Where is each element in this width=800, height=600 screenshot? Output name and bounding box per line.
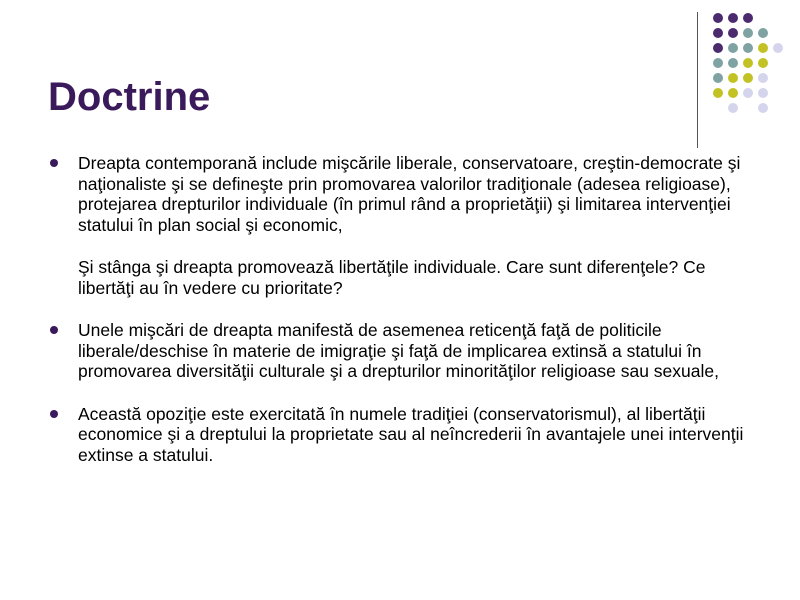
decorative-dot <box>758 103 768 113</box>
decorative-dot <box>743 73 753 83</box>
bullet-item <box>48 320 748 382</box>
decorative-dot <box>758 58 768 68</box>
decorative-dot <box>758 43 768 53</box>
decorative-dot <box>743 88 753 98</box>
decorative-dot <box>728 28 738 38</box>
decorative-dot <box>773 43 783 53</box>
decorative-dot <box>728 43 738 53</box>
decorative-dot <box>713 13 723 23</box>
slide-content <box>48 153 748 465</box>
decorative-dot <box>728 13 738 23</box>
decorative-dot <box>758 88 768 98</box>
bullet-dot-icon <box>50 159 58 167</box>
bullet-text: Această opoziţie este exercitată în numele tradiţiei (conservatorismul), al libertăţii economice şi a dreptului la proprietate sau al neîncrederii în avantajele unei intervenţii extinse a statului. <box>78 403 744 465</box>
bullet-dot-icon <box>50 410 58 418</box>
decorative-dot <box>758 28 768 38</box>
decorative-dot <box>743 43 753 53</box>
decorative-dot <box>713 28 723 38</box>
decorative-dot <box>713 58 723 68</box>
bullet-item <box>48 404 748 466</box>
decorative-dot <box>758 73 768 83</box>
paragraph-text: Şi stânga şi dreapta promovează libertăţile individuale. Care sunt diferenţele? Ce libertăţi au în vedere cu prioritate? <box>78 257 706 298</box>
vertical-divider <box>697 12 698 148</box>
decorative-dot <box>743 58 753 68</box>
bullet-text: Dreapta contemporană include mişcările liberale, conservatoare, creştin-democrate şi naţionaliste şi se defineşte prin promovarea valorilor tradiţionale (adesea religioase), protejarea drepturilor individuale (în primul rând a proprietăţii) şi limitarea intervenţiei statului în plan social şi economic, <box>78 153 741 235</box>
decorative-dot <box>728 103 738 113</box>
decorative-dot <box>713 88 723 98</box>
decorative-dot <box>728 58 738 68</box>
decorative-dot <box>713 43 723 53</box>
bullet-text: Unele mişcări de dreapta manifestă de asemenea reticenţă faţă de politicile liberale/deschise în materie de imigraţie şi faţă de implicarea extinsă a statului în promovarea diversităţii culturale şi a drepturilor minorităţilor religioase sau sexuale, <box>78 320 719 381</box>
slide-title: Doctrine <box>48 75 211 119</box>
decorative-dot <box>743 13 753 23</box>
decorative-dot <box>743 28 753 38</box>
decorative-dot <box>728 73 738 83</box>
paragraph-item <box>48 257 748 298</box>
bullet-item <box>48 153 748 235</box>
decorative-dot <box>713 73 723 83</box>
bullet-dot-icon <box>50 326 58 334</box>
decorative-dot <box>728 88 738 98</box>
